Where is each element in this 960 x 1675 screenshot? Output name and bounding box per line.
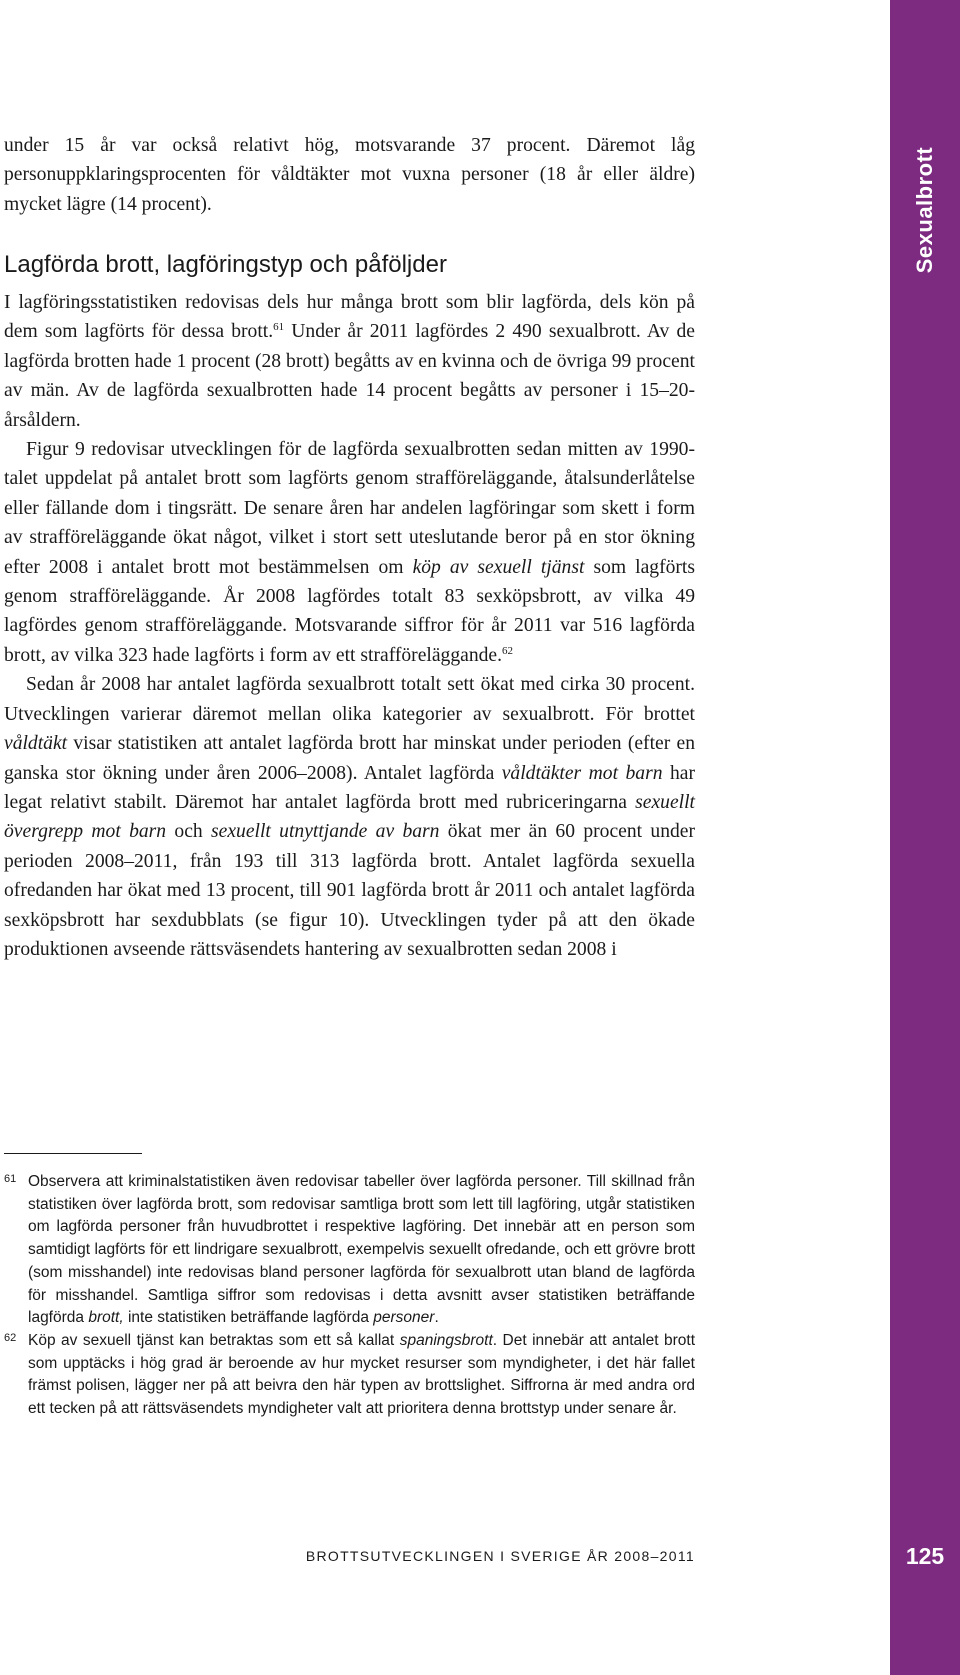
footnote-61-emphasis-1: brott, bbox=[88, 1309, 124, 1327]
footnote-marker: 61 bbox=[4, 1173, 17, 1185]
footnote-61 bbox=[4, 1171, 695, 1330]
footnote-61-text-c: . bbox=[434, 1309, 439, 1327]
paragraph-3-emphasis-3: sexuellt övergrepp mot barn bbox=[4, 791, 695, 843]
intro-text-block bbox=[4, 131, 695, 219]
section-tab bbox=[890, 140, 960, 280]
paragraph-3-text-d: och bbox=[166, 821, 212, 843]
footnote-61-emphasis-2: personer bbox=[373, 1309, 435, 1327]
paragraph-2-emphasis: köp av sexuell tjänst bbox=[412, 556, 585, 578]
paragraph-2-text-b: som lagförts genom strafföreläggande. År 2008 lagfördes totalt 83 sexköpsbrott, av vilka 49 lagfördes genom strafföreläggande. Motsvarande siffror för år 2011 var 516 lagförda brott, av vilka 323 hade lagförts i form av ett strafföreläggande. bbox=[4, 556, 695, 666]
paragraph-3-text-a: Sedan år 2008 har antalet lagförda sexualbrott totalt sett ökat med cirka 30 procent. Utvecklingen varierar däremot mellan olika kategorier av sexualbrott. För brottet bbox=[4, 674, 695, 725]
running-footer: BROTTSUTVECKLINGEN I SVERIGE ÅR 2008–2011 bbox=[305, 1548, 695, 1564]
footnote-divider bbox=[4, 1153, 142, 1154]
paragraph-1-text-a: I lagföringsstatistiken redovisas dels hur många brott som blir lagförda, dels kön på dem som lagförts för dessa brott. bbox=[4, 292, 695, 343]
intro-paragraph: under 15 år var också relativt hög, motsvarande 37 procent. Däremot låg personuppklaringsprocenten för våldtäkter mot vuxna personer (18 år eller äldre) mycket lägre (14 procent). bbox=[4, 135, 695, 215]
paragraph-3-text-b: visar statistiken att antalet lagförda brott har minskat under perioden (efter en ganska stor ökning under åren 2006–2008). Antalet lagförda bbox=[4, 733, 695, 784]
footnote-62-emphasis: spaningsbrott bbox=[399, 1331, 493, 1349]
body-text-block bbox=[4, 288, 695, 964]
footnote-marker: 62 bbox=[4, 1331, 17, 1344]
page-number: 125 bbox=[905, 1543, 945, 1569]
paragraph-3-text-e: ökat mer än 60 procent under perioden 2008–2011, från 193 till 313 lagförda brott. Antalet lagförda sexuella ofredanden har ökat med 13 procent, till 901 lagförda brott år 2011 och antalet lagförda sexköpsbrott har sexdubblats (se figur 10). Utvecklingen tyder på att den ökade produktionen avseende rättsväsendets hantering av sexualbrotten sedan 2008 i bbox=[4, 821, 696, 960]
section-heading: Lagförda brott, lagföringstyp och påföljder bbox=[4, 251, 447, 278]
footnotes bbox=[4, 1171, 695, 1421]
paragraph-3-emphasis-1: våldtäkt bbox=[4, 733, 68, 755]
paragraph-3-emphasis-4: sexuellt utnyttjande av barn bbox=[211, 821, 440, 843]
footnote-ref-62: 62 bbox=[502, 644, 514, 657]
paragraph-1-text-b: Under år 2011 lagfördes 2 490 sexualbrott. Av de lagförda brotten hade 1 procent (28 brott) begåtts av en kvinna och de övriga 99 procent av män. Av de lagförda sexualbrotten hade 14 procent begåtts av personer i 15–20-årsåldern. bbox=[4, 321, 695, 431]
section-sidebar bbox=[890, 0, 960, 1675]
paragraph-2 bbox=[4, 435, 695, 670]
section-label: Sexualbrott bbox=[912, 146, 937, 274]
paragraph-3-emphasis-2: våldtäkter mot barn bbox=[501, 762, 663, 784]
paragraph-1 bbox=[4, 288, 695, 435]
paragraph-3-text-c: har legat relativt stabilt. Däremot har antalet lagförda brott med rubriceringarna bbox=[4, 762, 695, 813]
footnote-62-text-b: . Det innebär att antalet brott som upptäcks i hög grad är beroende av hur mycket resurser som myndigheter, i det här fallet främst polisen, lägger ner på att beivra den här typen av brottslighet. Siffrorna är med andra ord ett tecken på att rättsväsendets myndigheter valt att prioritera denna brottstyp under senare år. bbox=[28, 1331, 695, 1418]
paragraph-3 bbox=[4, 670, 695, 964]
paragraph-2-text-a: Figur 9 redovisar utvecklingen för de lagförda sexualbrotten sedan mitten av 1990-talet uppdelat på antalet brott som lagförts genom strafföreläggande, åtalsunderlåtelse eller fällande dom i tingsrätt. De senare åren har andelen lagföringar som skett i form av strafföreläggande ökat något, vilket i stort sett uteslutande beror på en stor ökning efter 2008 i antalet brott mot bestämmelsen om bbox=[4, 439, 695, 578]
footnote-61-text-a: Observera att kriminalstatistiken även redovisar tabeller över lagförda personer. Till skillnad från statistiken över lagförda brott, som redovisar samtliga brott som lett till lagföring, utgår statistiken om lagförda personer från huvudbrottet i respektive lagföring. Det innebär att en person som samtidigt lagförts för ett lindrigare sexualbrott, exempelvis sexuellt ofredande, och ett grövre brott (som misshandel) inte redovisas bland personer lagförda för sexualbrott utan bland de lagförda för misshandel. Samtliga siffror som redovisas i detta avsnitt avser statistiken beträffande lagförda bbox=[28, 1173, 695, 1327]
footnote-61-text-b: inte statistiken beträffande lagförda bbox=[123, 1309, 374, 1327]
footnote-62 bbox=[4, 1330, 695, 1421]
footnote-ref-61: 61 bbox=[273, 321, 285, 334]
footnote-62-text-a: Köp av sexuell tjänst kan betraktas som ett så kallat bbox=[28, 1331, 400, 1349]
